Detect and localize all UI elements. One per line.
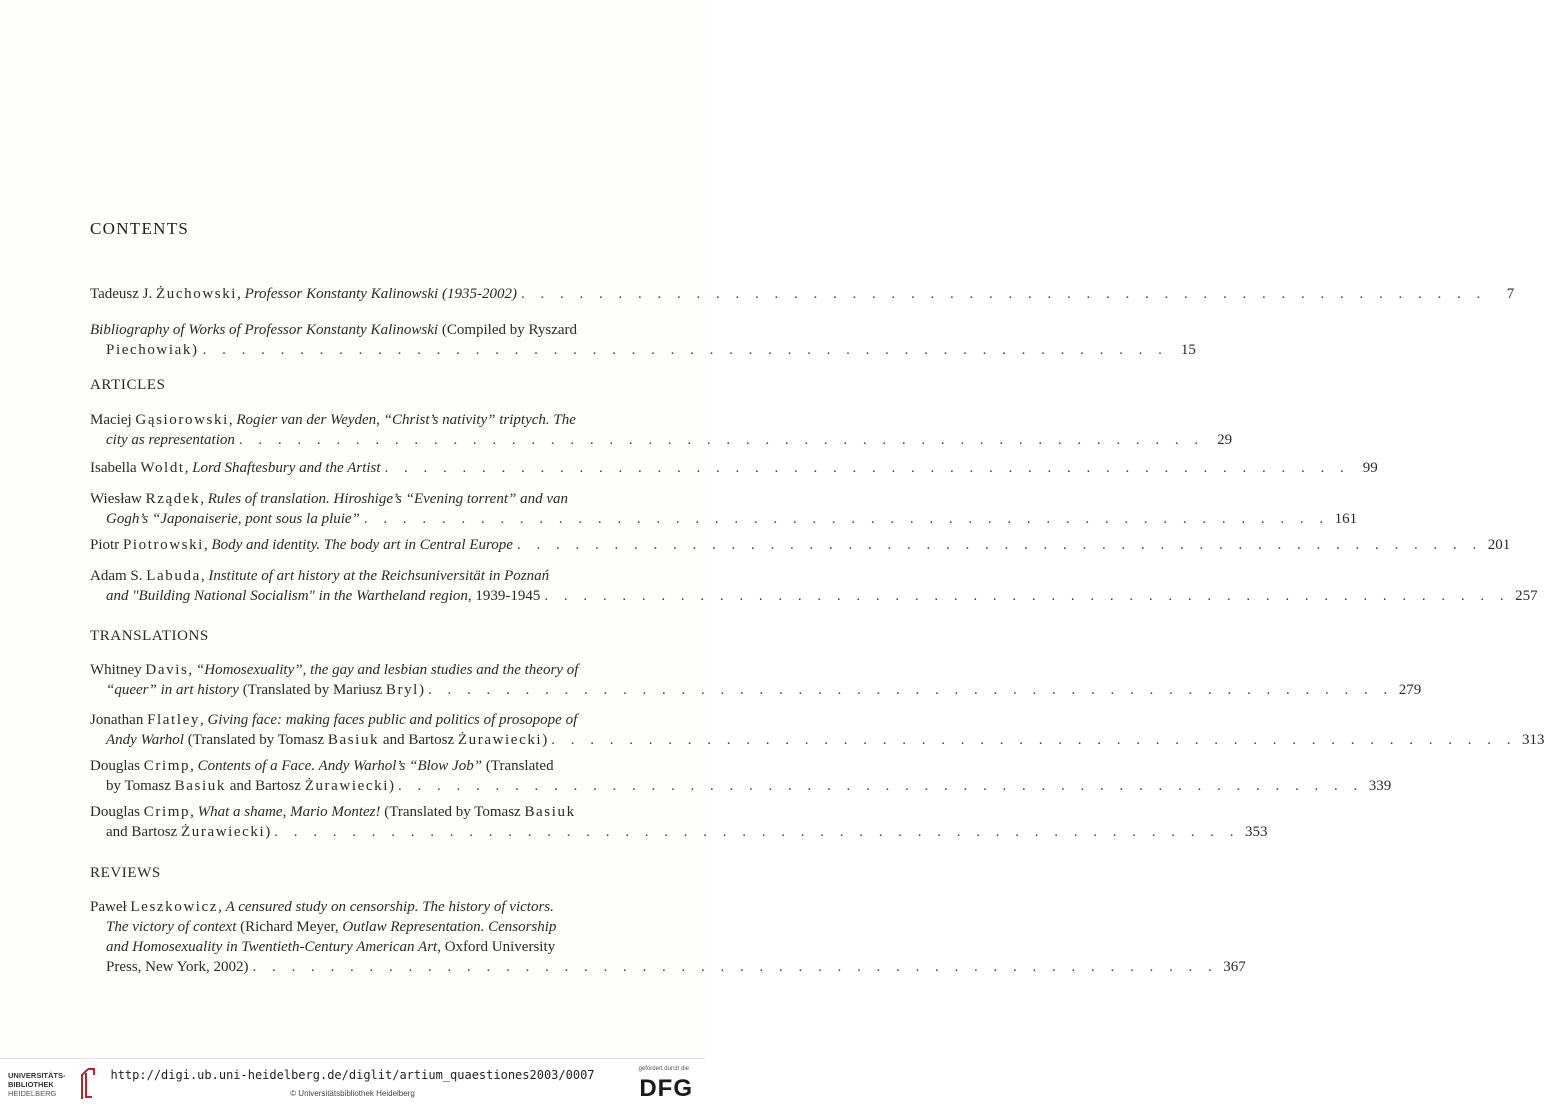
entry-text: Wiesław — [90, 491, 146, 507]
toc-entry-text — [106, 680, 424, 700]
toc-entry — [90, 897, 1246, 977]
toc-entry-text — [90, 489, 568, 509]
author-surname: Żurawiecki — [180, 824, 266, 840]
toc-entry-line — [90, 430, 1233, 450]
page-number: 279 — [1398, 682, 1422, 698]
author-surname: Woldt — [140, 460, 185, 476]
entry-title-text: Body and identity. The body art in Central Europe — [211, 537, 513, 553]
entry-text: ) — [418, 682, 424, 698]
page-number: 201 — [1487, 537, 1511, 553]
leader-dots: . . . . . . . . . . . . . . . . . . . . . . . . . . . . . . . . . . . . . . . . . . . . . . . . . . — [384, 460, 1350, 476]
toc-entry — [90, 489, 1358, 529]
entry-text: Paweł — [90, 899, 131, 915]
entry-text: ) — [265, 824, 271, 840]
author-surname: Basiuk — [524, 804, 576, 820]
toc-entry-line — [90, 284, 1515, 304]
toc-entry-line — [90, 822, 1268, 842]
page-number: 7 — [1506, 286, 1515, 302]
toc-entry-text — [90, 660, 578, 680]
entry-text: Piotr — [90, 537, 123, 553]
toc-entry-line — [90, 458, 1378, 478]
toc-entry-text — [90, 535, 513, 555]
entry-text: (Compiled by Ryszard — [438, 322, 578, 338]
entry-title-text: and "Building National Socialism" in the Wartheland region — [106, 588, 468, 604]
entry-title-text: What a shame, Mario Montez! — [197, 804, 381, 820]
entry-title-text: city as representation — [106, 432, 235, 448]
page-number: 339 — [1368, 778, 1392, 794]
leader-dots: . . . . . . . . . . . . . . . . . . . . . . . . . . . . . . . . . . . . . . . . . . . . . . . . . . — [544, 588, 1510, 604]
entry-title-text: Rogier van der Weyden, “Christ’s nativity” triptych. The — [236, 412, 576, 428]
library-name-line3: HEIDELBERG — [8, 1089, 57, 1098]
toc-entry-text — [106, 917, 556, 937]
toc-entry-line — [90, 660, 666, 680]
author-surname: Żurawiecki — [457, 732, 543, 748]
toc-entry-text — [106, 937, 555, 957]
entry-title-text: Andy Warhol — [106, 732, 184, 748]
entry-title-text: Institute of art history at the Reichsuniversität in Poznań — [208, 568, 550, 584]
toc-entry-text — [90, 802, 576, 822]
copyright-notice: © Universitätsbibliothek Heidelberg — [290, 1089, 415, 1098]
entry-text: (Translated — [482, 758, 554, 774]
toc-entry-line — [90, 776, 1392, 796]
entry-title-text: Gogh’s “Japonaiserie, pont sous la pluie” — [106, 511, 360, 527]
entry-text: ) — [389, 778, 394, 794]
toc-entry-line — [90, 320, 666, 340]
entry-text: and Bartosz — [106, 824, 181, 840]
author-surname: Piechowiak) — [106, 342, 199, 358]
leader-dots: . . . . . . . . . . . . . . . . . . . . . . . . . . . . . . . . . . . . . . . . . . . . . . . . . . — [516, 537, 1483, 553]
leader-dots: . . . . . . . . . . . . . . . . . . . . . . . . . . . . . . . . . . . . . . . . . . . . . . . . . . — [238, 432, 1205, 448]
page-number: 99 — [1362, 460, 1378, 476]
leader-dots: . . . . . . . . . . . . . . . . . . . . . . . . . . . . . . . . . . . . . . . . . . . . . . . . . . — [274, 824, 1240, 840]
toc-entry — [90, 284, 1515, 304]
entry-text: , — [237, 286, 245, 302]
dfg-logo[interactable]: DFG — [639, 1075, 693, 1102]
leader-dots: . . . . . . . . . . . . . . . . . . . . . . . . . . . . . . . . . . . . . . . . . . . . . . . . . . — [520, 286, 1487, 302]
page-number: 313 — [1521, 732, 1544, 748]
author-surname: Labuda — [146, 568, 201, 584]
entry-text: , — [199, 712, 208, 728]
contents-heading: CONTENTS — [90, 219, 190, 238]
entry-text: , — [184, 460, 193, 476]
author-surname: Bryl — [385, 682, 419, 698]
entry-text: , — [188, 662, 196, 678]
section-heading: ARTICLES — [90, 377, 166, 393]
author-surname: Rządek — [145, 491, 201, 507]
entry-text: , — [190, 758, 198, 774]
author-surname: Piotrowski — [122, 537, 204, 553]
toc-entry-text — [106, 430, 235, 450]
entry-text: (Translated by Tomasz — [183, 732, 328, 748]
entry-text: by Tomasz — [106, 778, 175, 794]
toc-entry-line — [90, 957, 1246, 977]
toc-entry — [90, 710, 1544, 750]
leader-dots: . . . . . . . . . . . . . . . . . . . . . . . . . . . . . . . . . . . . . . . . . . . . . . . . . . — [427, 682, 1394, 698]
page-number: 353 — [1245, 824, 1268, 840]
page-number: 15 — [1180, 342, 1196, 358]
entry-title-text: Professor Konstanty Kalinowski (1935-2002) — [244, 286, 517, 302]
toc-entry-line — [90, 917, 666, 937]
author-surname: Crimp — [143, 758, 191, 774]
leader-dots: . . . . . . . . . . . . . . . . . . . . . . . . . . . . . . . . . . . . . . . . . . . . . . . . . . — [252, 959, 1218, 975]
library-name-line1: UNIVERSITÄTS- — [8, 1071, 66, 1080]
toc-entry — [90, 410, 1233, 450]
funder-label: gefördert durch die — [638, 1066, 689, 1072]
author-surname: Davis — [145, 662, 189, 678]
entry-text: , — [200, 491, 208, 507]
toc-entry-line — [90, 509, 1358, 529]
toc-entry-line — [90, 535, 1511, 555]
author-surname: Crimp — [143, 804, 191, 820]
entry-text: Adam S. — [90, 568, 147, 584]
entry-text: Douglas — [90, 804, 144, 820]
toc-entry-text — [106, 730, 547, 750]
entry-text: Maciej — [90, 412, 136, 428]
entry-text: , — [190, 804, 198, 820]
entry-text: ) — [542, 732, 548, 748]
toc-entry-line — [90, 489, 666, 509]
author-surname: Flatley — [147, 712, 200, 728]
entry-title-text: “Homosexuality”, the gay and lesbian studies and the theory of — [195, 662, 579, 678]
page-number: 367 — [1223, 959, 1246, 975]
entry-text: Isabella — [90, 460, 141, 476]
entry-text: (Translated by Mariusz — [238, 682, 386, 698]
toc-entry — [90, 566, 1538, 606]
entry-title-text: Contents of a Face. Andy Warhol’s “Blow Job” — [197, 758, 483, 774]
library-name-line2: BIBLIOTHEK — [8, 1080, 54, 1089]
toc-entry — [90, 320, 1196, 360]
entry-text: and Bartosz — [379, 732, 458, 748]
toc-entry-line — [90, 730, 1544, 750]
leader-dots: . . . . . . . . . . . . . . . . . . . . . . . . . . . . . . . . . . . . . . . . . . . . . . . . . . — [202, 342, 1168, 358]
toc-entry — [90, 802, 1268, 842]
entry-text: , — [203, 537, 212, 553]
entry-text: Jonathan — [90, 712, 148, 728]
toc-entry-text — [90, 410, 576, 430]
toc-entry-line — [90, 566, 666, 586]
toc-entry-text — [90, 756, 554, 776]
author-surname: Leszkowicz — [130, 899, 219, 915]
entry-title-text: Giving face: making faces public and politics of prosopope of — [207, 712, 578, 728]
viewer-footer — [0, 1058, 705, 1110]
entry-text: , — [218, 899, 226, 915]
leader-dots: . . . . . . . . . . . . . . . . . . . . . . . . . . . . . . . . . . . . . . . . . . . . . . . . . . — [551, 732, 1517, 748]
author-surname: Żuchowski — [156, 286, 238, 302]
entry-text: , — [228, 412, 237, 428]
entry-title-text: The victory of context — [106, 919, 237, 935]
toc-entry — [90, 756, 1392, 796]
toc-entry-line — [90, 340, 1196, 360]
toc-entry-text — [90, 897, 554, 917]
page-number: 257 — [1515, 588, 1538, 604]
entry-text: and Bartosz — [225, 778, 305, 794]
entry-text: Douglas — [90, 758, 144, 774]
entry-text: Tadeusz J. — [90, 286, 157, 302]
toc-entry-line — [90, 897, 666, 917]
entry-title-text: and Homosexuality in Twentieth-Century American Art — [106, 939, 438, 955]
toc-entry-text — [90, 458, 381, 478]
toc-entry-text — [90, 566, 549, 586]
page-number: 161 — [1334, 511, 1358, 527]
permalink-url[interactable]: http://digi.ub.uni-heidelberg.de/diglit/artium_quaestiones2003/0007 — [110, 1068, 595, 1082]
leader-dots: . . . . . . . . . . . . . . . . . . . . . . . . . . . . . . . . . . . . . . . . . . . . . . . . . . — [398, 778, 1364, 794]
toc-entry-text — [90, 710, 577, 730]
toc-entry — [90, 660, 1422, 700]
entry-title-text: Bibliography of Works of Professor Konstanty Kalinowski — [90, 322, 439, 338]
toc-entry-text — [106, 509, 360, 529]
section-heading: TRANSLATIONS — [90, 628, 209, 644]
entry-title-text: Outlaw Representation. Censorship — [342, 919, 557, 935]
author-surname: Basiuk — [327, 732, 380, 748]
entry-title-text: Lord Shaftesbury and the Artist — [192, 460, 381, 476]
toc-entry — [90, 535, 1511, 555]
leader-dots: . . . . . . . . . . . . . . . . . . . . . . . . . . . . . . . . . . . . . . . . . . . . . . . . . . — [363, 511, 1330, 527]
author-surname: Gąsiorowski — [135, 412, 229, 428]
entry-text: , 1939-1945 — [467, 588, 541, 604]
section-heading: REVIEWS — [90, 865, 161, 881]
entry-text: , — [200, 568, 209, 584]
toc-entry-line — [90, 710, 666, 730]
entry-title-text: Rules of translation. Hiroshige’s “Evening torrent” and van — [207, 491, 568, 507]
entry-title-text: A censured study on censorship. The history of victors. — [225, 899, 554, 915]
toc-entry-text — [106, 776, 394, 796]
toc-entry-line — [90, 756, 666, 776]
entry-text: Press, New York, 2002) — [106, 959, 249, 975]
toc-entry-text — [106, 340, 199, 360]
toc-entry-text — [90, 320, 577, 340]
entry-text: Whitney — [90, 662, 146, 678]
author-surname: Basiuk — [174, 778, 226, 794]
page-number: 29 — [1217, 432, 1233, 448]
toc-entry-line — [90, 586, 1538, 606]
toc-entry-text — [106, 586, 540, 606]
toc-entry-text — [106, 822, 270, 842]
toc-entry-text — [106, 957, 249, 977]
toc-entry-line — [90, 937, 666, 957]
entry-text: , Oxford University — [437, 939, 556, 955]
toc-entry-line — [90, 802, 666, 822]
toc-entry — [90, 458, 1378, 478]
toc-entry-line — [90, 410, 666, 430]
author-surname: Żurawiecki — [304, 778, 389, 794]
entry-text: (Richard Meyer, — [236, 919, 343, 935]
toc-entry-text — [90, 284, 517, 304]
entry-text: (Translated by Tomasz — [380, 804, 525, 820]
toc-entry-line — [90, 680, 1422, 700]
entry-title-text: “queer” in art history — [106, 682, 239, 698]
